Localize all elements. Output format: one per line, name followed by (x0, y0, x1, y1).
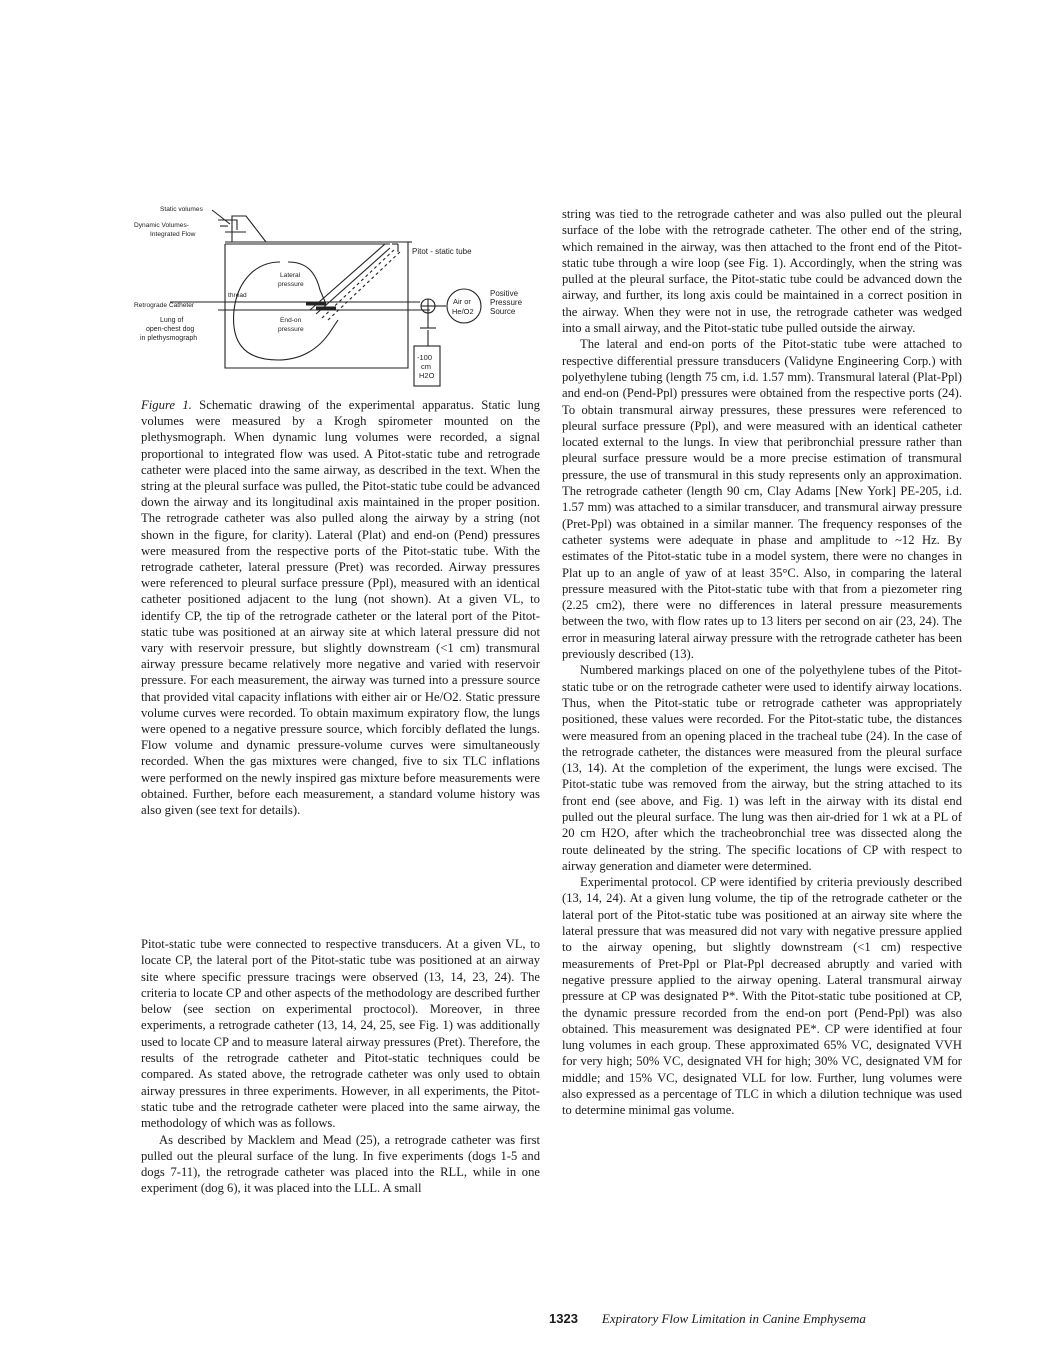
label-pitot-static-tube: Pitot - static tube (412, 247, 472, 256)
figure-caption (141, 397, 540, 818)
running-title: Expiratory Flow Limitation in Canine Emphysema (601, 1311, 866, 1326)
caption-label: Figure 1. (141, 398, 192, 412)
left-column (141, 936, 540, 1197)
label-cm: cm (421, 362, 431, 371)
label-integrated-flow: Integrated Flow (150, 231, 196, 238)
apparatus-diagram (130, 200, 550, 395)
right-column (562, 206, 962, 1119)
label-neg-100: -100 (417, 353, 433, 362)
label-pressure: Pressure (490, 298, 523, 307)
label-end-on-pressure: pressure (278, 326, 304, 333)
label-he-o2: He/O2 (452, 307, 474, 316)
label-thread: thread (228, 292, 247, 299)
paragraph: Numbered markings placed on one of the polyethylene tubes of the Pitot-static tube or on the retrograde catheter were used to identify airway locations. Thus, when the Pitot-static tube or retrograde catheter was appropriately positioned, these values were recorded. For the Pitot-static tube, the distances were measured from an opening placed in the tracheal tube (24). In the case of the retrograde catheter, the distances were measured from the pleural surface (13, 14). At the completion of the experiment, the lungs were excised. The Pitot-static tube was removed from the airway, but the string attached to its front end (see above, and Fig. 1) was left in the airway with its distal end pulled out the pleural surface. The lung was then air-dried for 1 wk at a PL of 20 cm H2O, after which the tracheobronchial tree was dissected along the route delineated by the string. The specific locations of CP with respect to airway generation and diameter were determined. (562, 663, 962, 873)
label-lateral: Lateral (280, 272, 301, 279)
caption-text: Schematic drawing of the experimental apparatus. Static lung volumes were measured by a Krogh spirometer mounted on the plethysmograph. When dynamic lung volumes were recorded, a signal proportional to integrated flow was used. A Pitot-static tube and retrograde catheter were placed into the same airway, as described in the text. When the string at the pleural surface was pulled, the Pitot-static tube could be advanced down the airway and its longitudinal axis maintained in the proper position. The retrograde catheter was also pulled along the airway by a string (not shown in the figure, for clarity). Lateral (Plat) and end-on (Pend) pressures were measured from the respective ports of the Pitot-static tube. With the retrograde catheter, lateral pressure (Pret) was recorded. Airway pressures were referenced to pleural surface pressure (Ppl), measured with an identical catheter positioned adjacent to the lung (not shown). At a given VL, to identify CP, the tip of the retrograde catheter or the lateral port of the Pitot-static tube was positioned at an airway site at which lateral pressure did not vary with reservoir pressure, but slightly downstream (<1 cm) transmural airway pressure became relatively more negative and varied with reservoir pressure. For each measurement, the airway was turned into a pressure source that provided vital capacity inflations with either air or He/O2. Static pressure volume curves were recorded. To obtain maximum expiratory flow, the lungs were opened to a negative pressure source, which forcibly deflated the lungs. Flow volume and dynamic pressure-volume curves were simultaneously recorded. When the gas mixtures were changed, five to six TLC inflations were performed on the newly inspired gas mixture before measurements were obtained. Further, before each measurement, a standard volume history was also given (see text for details). (141, 398, 541, 818)
label-lateral-pressure: pressure (278, 281, 304, 288)
paragraph: Experimental protocol. CP were identified by criteria previously described (13, 14, 24). At a given lung volume, the tip of the retrograde catheter or the lateral port of the Pitot-static tube was positioned at an airway site where the lateral pressure that was measured did not vary with negative pressure applied to the airway opening, but slightly downstream (<1 cm) respective measurements of Pret-Ppl or Plat-Ppl decreased abruptly and varied with negative pressure applied to the airway opening. Lateral transmural airway pressure at CP was designated P*. With the Pitot-static tube positioned at CP, the dynamic pressure recorded from the end-on port (Pend-Ppl) was also obtained. This measurement was designated PE*. CP were identified at four lung volumes in each group. These approximated 65% VC, designated VVH for very high; 50% VC, designated VH for high; 30% VC, designated VM for middle; and 15% VC, designated VLL for low. Further, lung volumes were also expressed as a percentage of TLC in which a dilution technique was used to determine minimal gas volume. (562, 875, 962, 1118)
page-number: 1323 (549, 1311, 578, 1326)
label-source: Source (490, 307, 516, 316)
figure-1-schematic (130, 200, 550, 395)
paragraph: string was tied to the retrograde catheter and was also pulled out the pleural surface of the lobe with the retrograde catheter. The other end of the string, which remained in the airway, was then attached to the front end of the Pitot-static tube through a wire loop (see Fig. 1). Accordingly, when the string was pulled at the pleural surface, the Pitot-static tube could be advanced down the airway, and further, its long axis could be maintained in a correct position in the airway. When they were not in use, the retrograde catheter was wedged into a small airway, and the Pitot-static tube pulled outside the airway. (562, 207, 962, 336)
label-positive: Positive (490, 289, 519, 298)
label-lung-of: Lung of (160, 317, 184, 324)
label-retrograde-catheter: Retrograde Catheter (134, 302, 195, 309)
label-in-plethysmograph: in plethysmograph (140, 335, 198, 342)
label-dynamic-volumes: Dynamic Volumes- (134, 222, 189, 229)
page-footer (549, 1311, 969, 1327)
label-static-volumes: Static volumes (160, 206, 203, 213)
paragraph: The lateral and end-on ports of the Pitot-static tube were attached to respective differential pressure transducers (Validyne Engineering Corp.) with polyethylene tubing (length 75 cm, i.d. 1.57 mm). Transmural lateral (Plat-Ppl) and end-on (Pend-Ppl) pressures were obtained from the respective ports (24). To obtain transmural airway pressures, these pressures were referenced to pleural surface pressure (Ppl), and were measured with an identical catheter located external to the lungs. In view that peribronchial pressure rather than pleural surface pressure would be a more precise estimation of transmural pressure, the use of transmural in this study represents only an approximation. The retrograde catheter (length 90 cm, Clay Adams [New York] PE-205, i.d. 1.57 mm) was attached to a similar transducer, and transmural airway pressure (Pret-Ppl) was obtained in a similar manner. The frequency responses of the catheter systems were adequate in phase and amplitude to ~12 Hz. By estimates of the Pitot-static tube in a model system, there were no changes in Plat up to an angle of yaw of at least 35°C. Also, in comparing the lateral pressure measured with the Pitot-static tube with that from a piezometer ring (2.25 cm2), there were no differences in lateral pressure measurements between the two, with flow rates up to 13 liters per second on air (23, 24). The error in measuring lateral airway pressure with the retrograde catheter has been previously described (13). (562, 337, 962, 662)
label-open-chest-dog: open-chest dog (146, 326, 195, 333)
label-air-or: Air or (453, 297, 471, 306)
paragraph: Pitot-static tube were connected to respective transducers. At a given VL, to locate CP, the lateral port of the Pitot-static tube was positioned at an airway site where specific pressure tracings were observed (13, 14, 23, 24). The criteria to locate CP and other aspects of the methodology are described further below (see section on experimental proctocol). Moreover, in three experiments, a retrograde catheter (13, 14, 24, 25, see Fig. 1) was additionally used to locate CP and to measure lateral airway pressures (Pret). Therefore, the results of the retrograde catheter and Pitot-static techniques could be compared. As stated above, the retrograde catheter was only used to obtain airway pressures in three experiments. However, in all experiments, the Pitot-static tube and the retrograde catheter were placed into the same airway, the methodology of which was as follows. (141, 937, 540, 1131)
label-h2o: H2O (419, 371, 435, 380)
label-end-on: End-on (280, 317, 302, 324)
paragraph: As described by Macklem and Mead (25), a retrograde catheter was first pulled out the pleural surface of the lung. In five experiments (dogs 1-5 and dogs 7-11), the retrograde catheter was placed into the RLL, while in one experiment (dog 6), it was placed into the LLL. A small (141, 1132, 540, 1196)
